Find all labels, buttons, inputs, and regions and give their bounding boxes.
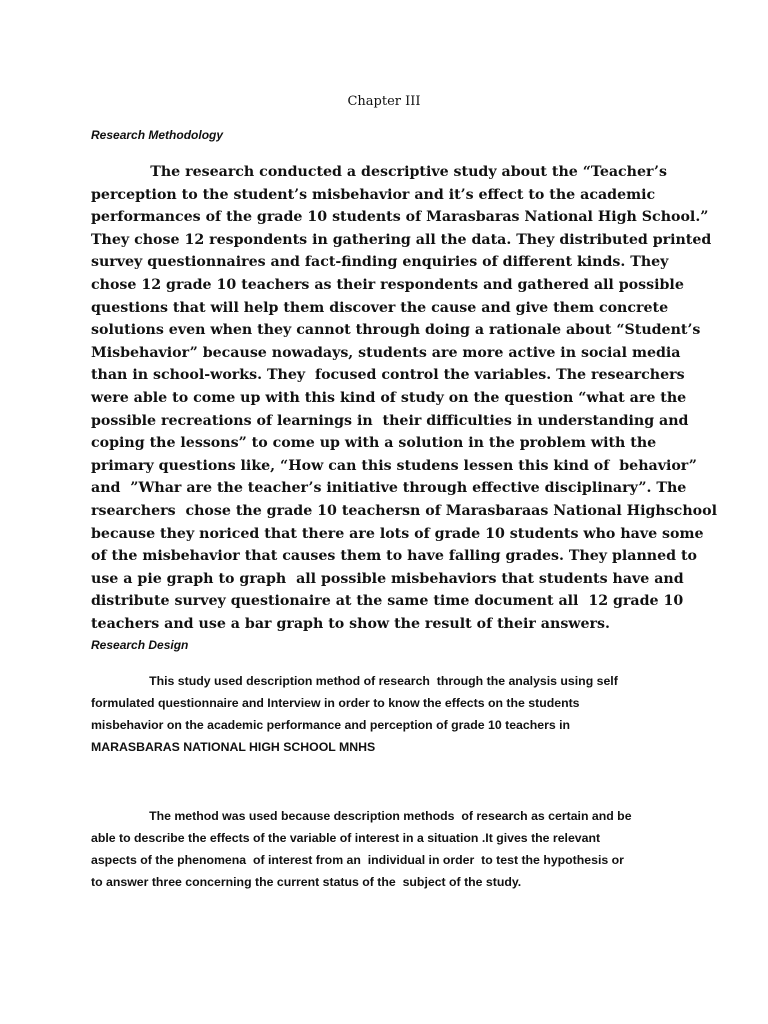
text-line: were able to come up with this kind of study on the question “what are the — [91, 389, 687, 406]
text-line: because they noriced that there are lots of grade 10 students who have some — [91, 525, 704, 542]
text-line: coping the lessons” to come up with a solution in the problem with the — [91, 435, 657, 452]
text-line: perception to the student’s misbehavior and it’s effect to the academic — [91, 186, 656, 203]
text-line: The method was used because description methods of research as certain and be — [91, 809, 632, 823]
heading-research-methodology: Research Methodology — [91, 128, 224, 142]
text-line: possible recreations of learnings in their difficulties in understanding and — [91, 412, 689, 429]
text-line: primary questions like, “How can this studens lessen this kind of behavior” — [91, 457, 697, 474]
text-line: They chose 12 respondents in gathering all the data. They distributed printed — [91, 231, 712, 248]
text-line: to answer three concerning the current status of the subject of the study. — [91, 875, 522, 889]
text-line: formulated questionnaire and Interview in order to know the effects on the students — [91, 696, 580, 710]
text-line: chose 12 grade 10 teachers as their respondents and gathered all possible — [91, 276, 684, 293]
text-line: survey questionnaires and fact-finding enquiries of different kinds. They — [91, 254, 669, 271]
text-line: aspects of the phenomena of interest from an individual in order to test the hypothesis or — [91, 853, 624, 867]
text-line: distribute survey questionaire at the same time document all 12 grade 10 — [91, 593, 684, 610]
design-paragraph-1 — [91, 670, 691, 758]
text-line: Misbehavior” because nowadays, students are more active in social media — [91, 344, 681, 361]
text-line: able to describe the effects of the variable of interest in a situation .It gives the relevant — [91, 831, 601, 845]
text-line: misbehavior on the academic performance and perception of grade 10 teachers in — [91, 718, 571, 732]
methodology-paragraph — [91, 161, 717, 635]
text-line: performances of the grade 10 students of Marasbaras National High School.” — [91, 209, 709, 226]
text-line: use a pie graph to graph all possible misbehaviors that students have and — [91, 570, 684, 587]
text-line: The research conducted a descriptive study about the “Teacher’s — [91, 164, 667, 180]
text-line: teachers and use a bar graph to show the result of their answers. — [91, 615, 610, 632]
text-line: and ”Whar are the teacher’s initiative through effective disciplinary”. The — [91, 480, 687, 497]
text-line: rsearchers chose the grade 10 teachersn of Marasbaraas National Highschool — [91, 502, 717, 519]
text-line: This study used description method of research through the analysis using self — [91, 674, 618, 688]
text-line: of the misbehavior that causes them to have falling grades. They planned to — [91, 548, 698, 565]
text-line: MARASBARAS NATIONAL HIGH SCHOOL MNHS — [91, 740, 376, 754]
text-line: than in school-works. They focused control the variables. The researchers — [91, 367, 685, 384]
text-line: solutions even when they cannot through doing a rationale about “Student’s — [91, 322, 701, 339]
design-paragraph-2 — [91, 805, 691, 893]
chapter-title: Chapter III — [347, 94, 421, 109]
heading-research-design: Research Design — [91, 638, 189, 652]
text-line: questions that will help them discover the cause and give them concrete — [91, 299, 669, 316]
